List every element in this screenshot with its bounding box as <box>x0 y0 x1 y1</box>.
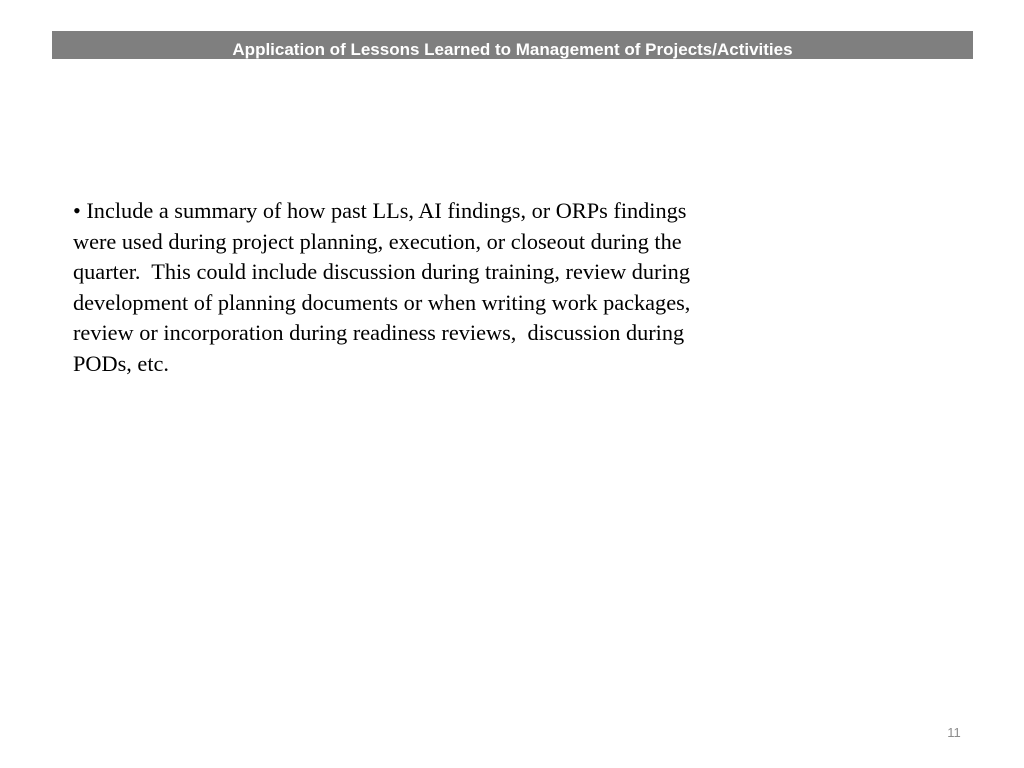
bullet-line: development of planning documents or when writing work packages, <box>73 289 691 315</box>
page-number: 11 <box>947 725 961 740</box>
title-bar <box>52 31 973 59</box>
bullet-line: • Include a summary of how past LLs, AI findings, or ORPs findings <box>73 198 687 223</box>
bullet-line: quarter. This could include discussion during training, review during <box>73 259 690 285</box>
bullet-paragraph <box>73 196 918 380</box>
bullet-line: were used during project planning, execution, or closeout during the <box>73 228 682 254</box>
slide-title: Application of Lessons Learned to Management of Projects/Activities <box>232 40 793 59</box>
bullet-line: review or incorporation during readiness reviews, discussion during <box>73 320 685 346</box>
bullet-line: PODs, etc. <box>73 350 169 376</box>
